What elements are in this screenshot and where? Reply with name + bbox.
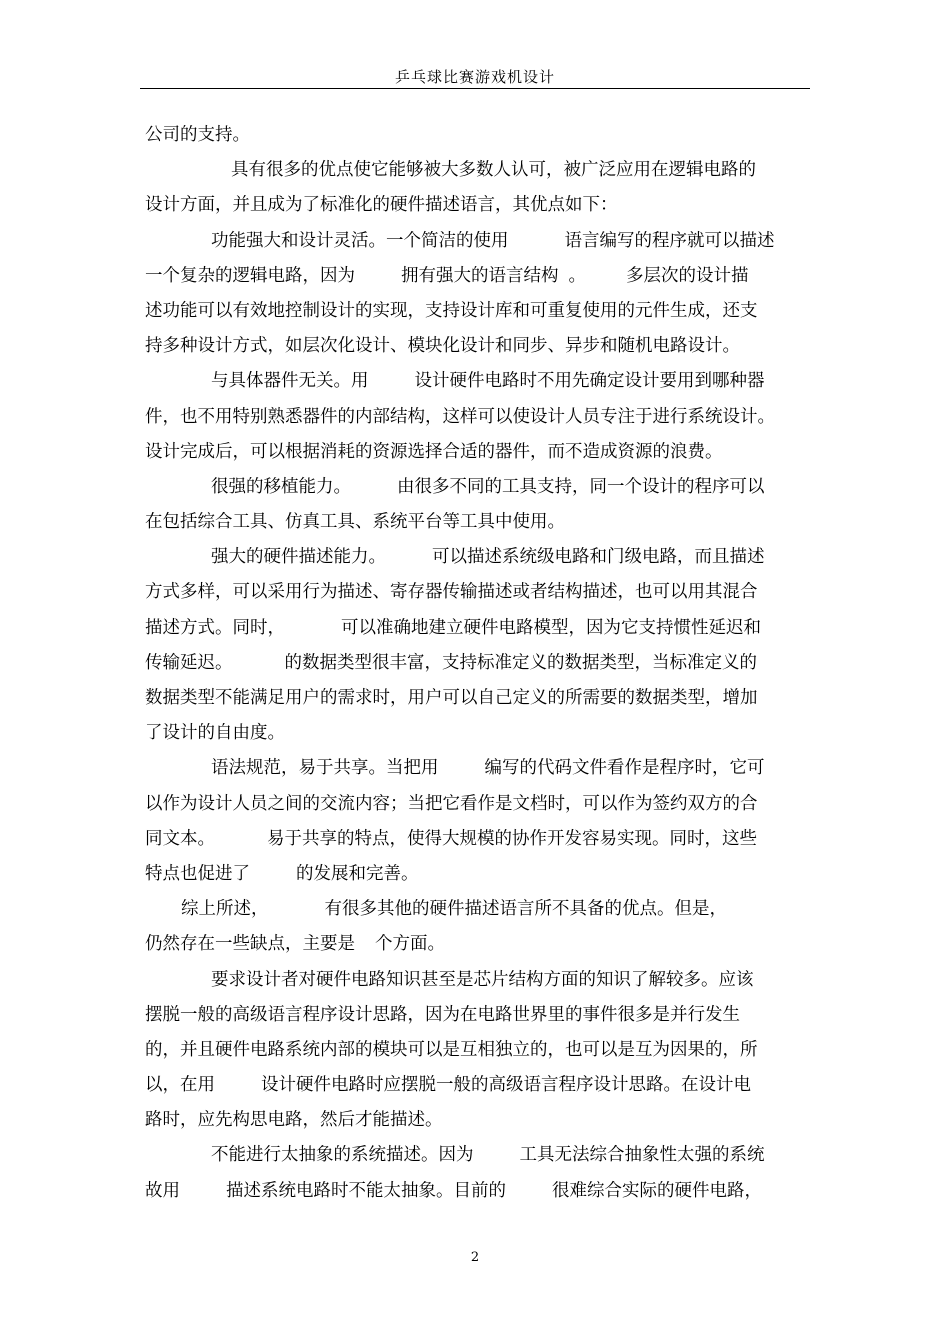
text-segment: 数据类型不能满足用户的需求时，用户可以自己定义的所需要的数据类型，增加: [145, 688, 758, 708]
text-line: [145, 118, 810, 153]
text-segment: 设计硬件电路时应摆脱一般的高级语言程序设计思路。在设计电: [261, 1075, 751, 1096]
text-segment: 件，也不用特别熟悉器件的内部结构，这样可以使设计人员专注于进行系统设计。: [145, 406, 775, 427]
text-segment: 摆脱一般的高级语言程序设计思路，因为在电路世界里的事件很多是并行发生: [145, 1004, 740, 1025]
text-segment: 易于共享的特点，使得大规模的协作开发容易实现。同时，这些: [267, 828, 757, 849]
text-segment: 与具体器件无关。用: [211, 371, 369, 392]
text-line: [145, 716, 810, 751]
text-segment: 故用: [145, 1180, 180, 1201]
text-segment: 传输延迟。: [145, 652, 233, 673]
text-line: [145, 153, 810, 188]
text-segment: 综上所述，: [181, 899, 269, 920]
page-number: 2: [470, 1250, 480, 1265]
text-segment: 很难综合实际的硬件电路，: [552, 1180, 762, 1201]
text-line: [145, 751, 810, 786]
text-line: [145, 892, 810, 927]
text-line: [145, 927, 810, 962]
text-segment: 拥有强大的语言结构: [401, 265, 559, 286]
page-header: 乒乓球比赛游戏机设计: [394, 68, 555, 86]
body-text: [145, 118, 810, 1209]
text-segment: 以作为设计人员之间的交流内容；当把它看作是文档时，可以作为签约双方的合: [145, 793, 758, 814]
text-line: [145, 787, 810, 822]
text-line: [145, 470, 810, 505]
text-segment: 的，并且硬件电路系统内部的模块可以是互相独立的，也可以是互为因果的，所: [145, 1039, 758, 1060]
text-segment: 述功能可以有效地控制设计的实现，支持设计库和可重复使用的元件生成，还支: [145, 300, 758, 321]
text-segment: 有很多其他的硬件描述语言所不具备的优点。但是，: [324, 899, 727, 920]
text-segment: 描述系统电路时不能太抽象。目前的: [226, 1180, 506, 1201]
text-segment: 可以描述系统级电路和门级电路，而且描述: [432, 547, 765, 568]
text-segment: 个方面。: [375, 934, 445, 955]
text-line: [145, 364, 810, 399]
text-line: [145, 294, 810, 329]
header-rule: [140, 88, 810, 89]
text-line: [145, 329, 810, 364]
text-segment: 不能进行太抽象的系统描述。因为: [211, 1145, 474, 1166]
text-segment: 语言编写的程序就可以描述: [564, 230, 775, 251]
text-line: [145, 188, 810, 223]
text-line: [145, 435, 810, 470]
text-segment: 在包括综合工具、仿真工具、系统平台等工具中使用。: [145, 512, 565, 533]
text-line: [145, 646, 810, 681]
text-segment: 。: [568, 265, 586, 286]
text-line: [145, 822, 810, 857]
text-line: [145, 1174, 810, 1209]
text-segment: 的发展和完善。: [296, 863, 419, 884]
text-segment: 一个复杂的逻辑电路，因为: [145, 265, 355, 286]
text-segment: 了设计的自由度。: [145, 723, 285, 744]
text-segment: 多层次的设计描: [626, 265, 749, 286]
text-line: [145, 1068, 810, 1103]
text-line: [145, 505, 810, 540]
text-segment: 工具无法综合抽象性太强的系统: [519, 1145, 765, 1166]
text-segment: 具有很多的优点使它能够被大多数人认可，被广泛应用在逻辑电路的: [231, 160, 756, 181]
text-segment: 特点也促进了: [145, 863, 250, 884]
text-segment: 以，在用: [145, 1075, 215, 1096]
text-segment: 很强的移植能力。: [211, 476, 351, 497]
text-segment: 设计方面，并且成为了标准化的硬件描述语言，其优点如下：: [145, 195, 618, 216]
text-line: [145, 998, 810, 1033]
text-segment: 持多种设计方式，如层次化设计、模块化设计和同步、异步和随机电路设计。: [145, 336, 740, 357]
text-segment: 由很多不同的工具支持，同一个设计的程序可以: [397, 476, 765, 497]
text-segment: 路时，应先构思电路，然后才能描述。: [145, 1110, 443, 1131]
text-segment: 的数据类型很丰富，支持标准定义的数据类型，当标准定义的: [284, 652, 757, 673]
text-segment: 仍然存在一些缺点，主要是: [145, 934, 355, 955]
text-line: [145, 1138, 810, 1173]
text-segment: 设计硬件电路时不用先确定设计要用到哪种器: [414, 371, 765, 392]
text-line: [145, 857, 810, 892]
text-segment: 公司的支持。: [145, 125, 250, 145]
text-line: [145, 575, 810, 610]
text-line: [145, 681, 810, 716]
text-line: [145, 963, 810, 998]
text-line: [145, 400, 810, 435]
text-line: [145, 1033, 810, 1068]
text-segment: 可以准确地建立硬件电路模型，因为它支持惯性延迟和: [341, 617, 761, 638]
text-segment: 强大的硬件描述能力。: [211, 547, 386, 568]
text-segment: 描述方式。同时，: [145, 617, 285, 638]
text-segment: 方式多样，可以采用行为描述、寄存器传输描述或者结构描述，也可以用其混合: [145, 582, 758, 603]
text-segment: 编写的代码文件看作是程序时，它可: [484, 758, 765, 779]
text-line: [145, 611, 810, 646]
text-segment: 语法规范，易于共享。当把用: [211, 758, 439, 779]
text-segment: 设计完成后，可以根据消耗的资源选择合适的器件，而不造成资源的浪费。: [145, 441, 723, 462]
text-line: [145, 540, 810, 575]
text-line: [145, 1103, 810, 1138]
text-line: [145, 224, 810, 259]
text-segment: 同文本。: [145, 828, 215, 849]
text-segment: 功能强大和设计灵活。一个简洁的使用: [211, 230, 509, 251]
text-segment: 要求设计者对硬件电路知识甚至是芯片结构方面的知识了解较多。应该: [211, 969, 754, 990]
text-line: [145, 259, 810, 294]
